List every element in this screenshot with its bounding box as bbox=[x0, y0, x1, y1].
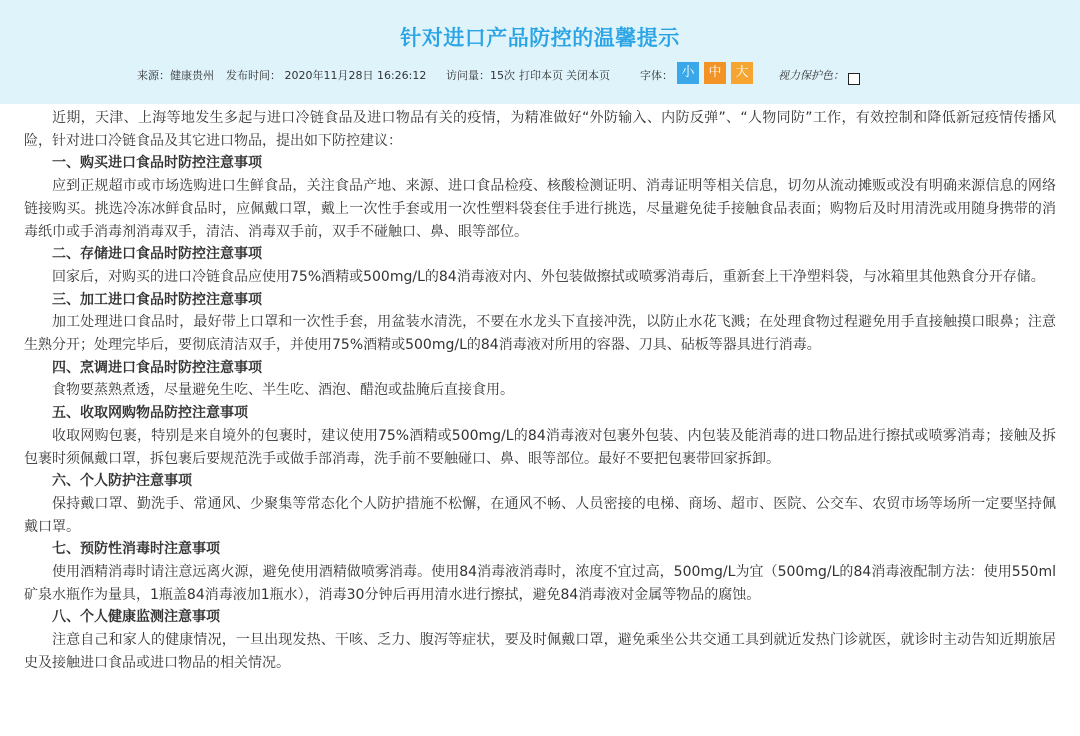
page-title: 针对进口产品防控的温馨提示 bbox=[400, 26, 680, 50]
article-meta bbox=[0, 62, 1080, 86]
print-link[interactable]: 打印本页 bbox=[519, 69, 563, 82]
font-large-button[interactable]: 大 bbox=[731, 62, 753, 84]
color-swatch-default[interactable] bbox=[848, 73, 860, 85]
section-heading-3: 三、加工进口食品时防控注意事项 bbox=[52, 291, 262, 308]
section-body-5: 收取网购包裹，特别是来自境外的包裹时，建议使用75%酒精或500mg/L的84消毒液对包裹外包装、内包装及能消毒的进口物品进行擦拭或喷雾消毒；接触及拆包裹时须佩戴口罩，拆包裹后要规范洗手或做手部消毒，洗手前不要触碰口、鼻、眼等部位。最好不要把包裹带回家拆卸。 bbox=[24, 427, 1056, 467]
section-body-7: 使用酒精消毒时请注意远离火源，避免使用酒精做喷雾消毒。使用84消毒液消毒时，浓度不宜过高，500mg/L为宜（500mg/L的84消毒液配制方法：使用550ml矿泉水瓶作为量具，1瓶盖84消毒液加1瓶水），消毒30分钟后再用清水进行擦拭，避免84消毒液对金属等物品的腐蚀。 bbox=[24, 564, 1056, 603]
section-heading-5: 五、收取网购物品防控注意事项 bbox=[52, 405, 248, 422]
section-heading-4: 四、烹调进口食品时防控注意事项 bbox=[52, 359, 262, 376]
font-medium-button[interactable]: 中 bbox=[704, 62, 726, 84]
section-heading-7: 七、预防性消毒时注意事项 bbox=[52, 541, 220, 558]
section-body-4: 食物要蒸熟煮透，尽量避免生吃、半生吃、酒泡、醋泡或盐腌后直接食用。 bbox=[52, 382, 514, 399]
section-body-8: 注意自己和家人的健康情况，一旦出现发热、干咳、乏力、腹泻等症状，要及时佩戴口罩，避免乘坐公共交通工具到就近发热门诊就医，就诊时主动告知近期旅居史及接触进口食品或进口物品的相关情况。 bbox=[24, 632, 1056, 671]
section-body-3: 加工处理进口食品时，最好带上口罩和一次性手套，用盆装水清洗，不要在水龙头下直接冲洗，以防止水花飞溅；在处理食物过程避免用手直接触摸口眼鼻；注意生熟分开；处理完毕后，要彻底清洁双手，并使用75%酒精或500mg/L的84消毒液对所用的容器、刀具、砧板等器具进行消毒。 bbox=[24, 314, 1056, 354]
section-body-6: 保持戴口罩、勤洗手、常通风、少聚集等常态化个人防护措施不松懈，在通风不畅、人员密接的电梯、商场、超市、医院、公交车、农贸市场等场所一定要坚持佩戴口罩。 bbox=[24, 495, 1056, 535]
article-content bbox=[24, 107, 1056, 675]
publish-time: 发布时间： 2020年11月28日 16:26:12 bbox=[226, 69, 427, 82]
section-heading-6: 六、个人防护注意事项 bbox=[52, 473, 192, 490]
visit-count: 访问量：15次 bbox=[446, 69, 515, 82]
section-heading-1: 一、购买进口食品时防控注意事项 bbox=[52, 155, 262, 172]
intro-paragraph: 近期，天津、上海等地发生多起与进口冷链食品及进口物品有关的疫情，为精准做好“外防输入、内防反弹”、“人物同防”工作，有效控制和降低新冠疫情传播风险，针对进口冷链食品及其它进口物品，提出如下防控建议： bbox=[24, 110, 1056, 149]
article-header bbox=[0, 0, 1080, 104]
section-heading-2: 二、存储进口食品时防控注意事项 bbox=[52, 246, 262, 263]
font-size-label: 字体： bbox=[640, 69, 673, 82]
source-label: 来源：健康贵州 bbox=[137, 69, 214, 82]
section-body-1: 应到正规超市或市场选购进口生鲜食品，关注食品产地、来源、进口食品检疫、核酸检测证明、消毒证明等相关信息，切勿从流动摊贩或没有明确来源信息的网络链接购买。挑选冷冻冰鲜食品时，应佩戴口罩，戴上一次性手套或用一次性塑料袋套住手进行挑选，尽量避免徒手接触食品表面；购物后及时用清洗或用随身携带的消毒纸巾或手消毒剂消毒双手，清洁、消毒双手前，双手不碰触口、鼻、眼等部位。 bbox=[24, 178, 1056, 240]
font-small-button[interactable]: 小 bbox=[677, 62, 699, 84]
section-heading-8: 八、个人健康监测注意事项 bbox=[52, 609, 220, 626]
eye-protection-label: 视力保护色： bbox=[778, 69, 844, 82]
close-link[interactable]: 关闭本页 bbox=[566, 69, 610, 82]
section-body-2: 回家后，对购买的进口冷链食品应使用75%酒精或500mg/L的84消毒液对内、外包装做擦拭或喷雾消毒后，重新套上干净塑料袋，与冰箱里其他熟食分开存储。 bbox=[52, 268, 1045, 285]
